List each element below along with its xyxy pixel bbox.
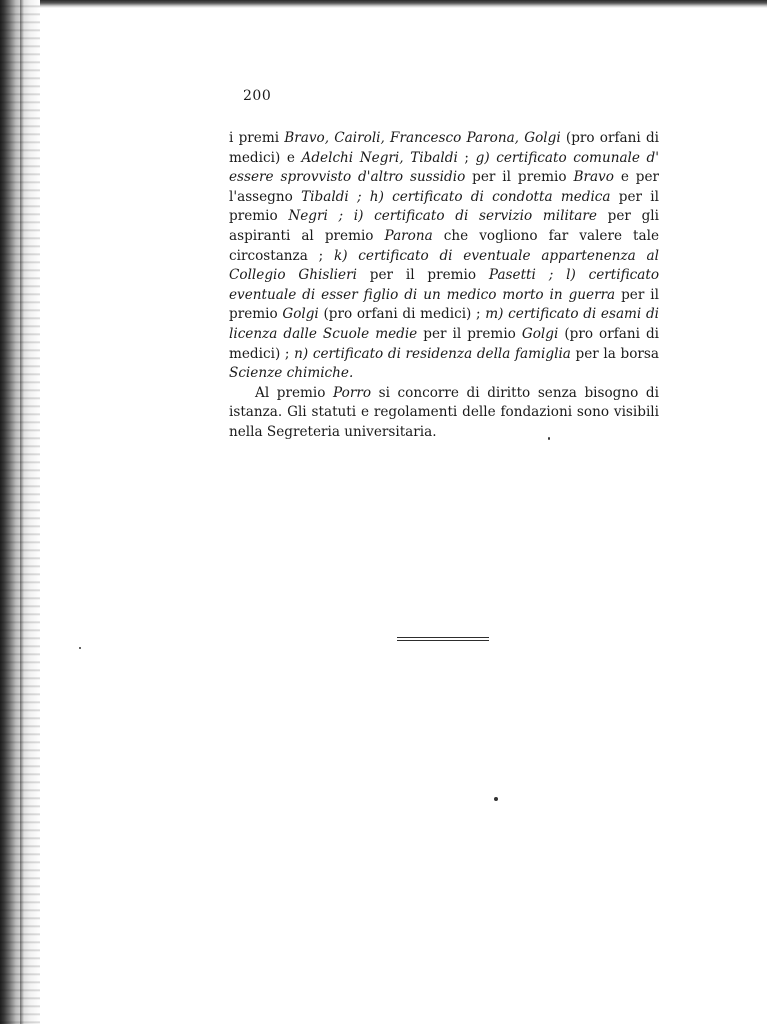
scan-top-edge <box>0 0 767 8</box>
text-run: e per l'assegno <box>229 169 659 205</box>
text-run: per gli aspiranti al premio <box>229 208 659 244</box>
italic-run: Golgi <box>282 306 319 323</box>
italic-run: m) certificato di esami di licenza dalle Scuole medie <box>229 306 659 342</box>
italic-run: Pasetti ; l) certificato eventuale di esser figlio di un medico morto in guerra <box>229 267 660 303</box>
text-run: per il premio <box>356 267 489 284</box>
text-run: (pro orfani di medici) e <box>229 130 659 166</box>
paragraph-closing <box>229 384 659 443</box>
text-run: che vogliono far valere tale circostanza ; <box>229 227 659 264</box>
italic-run: Bravo, Cairoli, Francesco Parona, Golgi <box>284 130 561 146</box>
italic-run: Bravo <box>573 169 614 186</box>
scan-speck <box>548 437 550 440</box>
italic-run: Adelchi Negri, Tibaldi <box>301 149 458 166</box>
italic-run: n) certificato di residenza della famiglia <box>294 345 571 362</box>
italic-run: Porro <box>333 384 372 401</box>
separator-line-top <box>397 637 489 638</box>
text-run: per il premio <box>229 188 659 225</box>
text-run: per il premio <box>417 325 522 342</box>
separator-line-bottom <box>397 640 489 641</box>
text-run: per il premio <box>465 169 574 186</box>
text-run: Al premio <box>255 384 334 401</box>
italic-run: Golgi <box>521 325 559 342</box>
body-text <box>229 129 659 443</box>
scan-speck <box>79 647 81 649</box>
text-run: per il premio <box>229 286 659 323</box>
page-number: 200 <box>243 88 272 104</box>
italic-run: k) certificato di eventuale appartenenza al Collegio Ghislieri <box>229 247 659 284</box>
text-run: si concorre di diritto senza bisogno di istanza. Gli statuti e regolamenti delle fondazioni sono visibili nella Segreteria universitaria. <box>229 384 659 440</box>
text-run: per la borsa <box>570 345 659 362</box>
paragraph-requirements <box>229 129 659 384</box>
italic-run: Parona <box>384 227 433 244</box>
text-run: i premi <box>229 130 285 146</box>
italic-run: Negri ; i) certificato di servizio militare <box>288 208 597 225</box>
scan-speck <box>494 797 498 801</box>
text-run: ; <box>457 149 476 166</box>
section-separator-rule <box>397 637 489 643</box>
text-run: (pro orfani di medici) ; <box>229 325 660 362</box>
italic-run: g) certificato comunale d' essere sprovvisto d'altro sussidio <box>229 149 659 186</box>
italic-run: Scienze chimiche. <box>229 365 354 382</box>
italic-run: Tibaldi ; h) certificato di condotta medica <box>301 188 611 205</box>
binding-shadow <box>20 0 24 1024</box>
text-run: (pro orfani di medici) ; <box>318 306 486 323</box>
